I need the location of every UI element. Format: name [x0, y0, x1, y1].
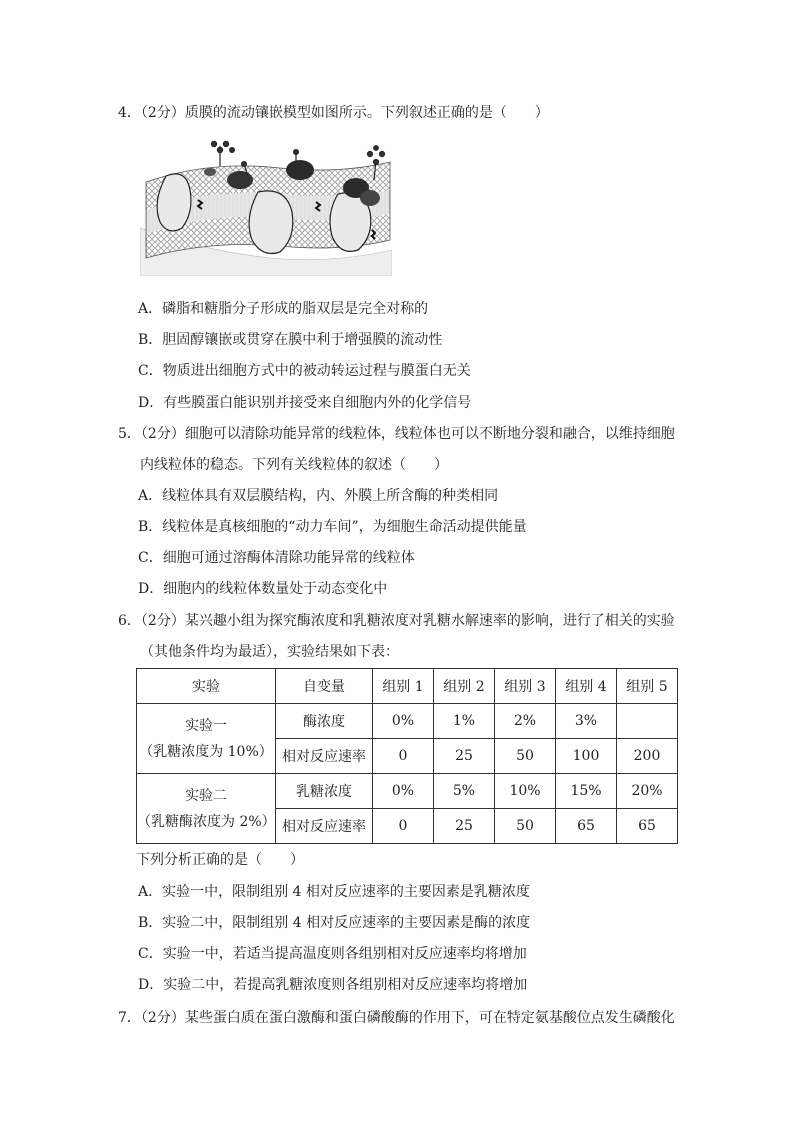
table-cell: 0: [373, 739, 434, 774]
q4-option-a: A．磷脂和糖脂分子形成的脂双层是完全对称的: [138, 301, 429, 317]
table-cell: 15%: [556, 774, 617, 809]
table-header-cell: 自变量: [276, 669, 373, 704]
q7-stem-line1: 7．（2分）某些蛋白质在蛋白激酶和蛋白磷酸酶的作用下，可在特定氨基酸位点发生磷酸化: [118, 1010, 675, 1026]
table-cell: 10%: [495, 774, 556, 809]
q4-option-c: C．物质进出细胞方式中的被动转运过程与膜蛋白无关: [138, 363, 471, 379]
table-header-cell: 组别 4: [556, 669, 617, 704]
membrane-model-figure: [140, 140, 392, 276]
experiment-note: （乳糖浓度为 10%）: [139, 743, 273, 760]
q5-option-a: A．线粒体具有双层膜结构，内、外膜上所含酶的种类相同: [138, 488, 499, 504]
table-cell: 20%: [617, 774, 678, 809]
table-cell: 100: [556, 739, 617, 774]
q6-option-c: C．实验一中，若适当提高温度则各组别相对反应速率均将增加: [138, 946, 527, 962]
table-cell: 3%: [556, 704, 617, 739]
table-cell: 65: [617, 809, 678, 844]
table-cell: 5%: [434, 774, 495, 809]
experiment-label-cell: [137, 704, 276, 774]
table-header-row: [137, 669, 678, 704]
q6-question: 下列分析正确的是（ ）: [136, 852, 304, 868]
experiment-label-cell: [137, 774, 276, 844]
table-cell: 25: [434, 809, 495, 844]
q6-option-b: B．实验二中，限制组别 4 相对反应速率的主要因素是酶的浓度: [138, 915, 531, 931]
table-header-cell: 组别 5: [617, 669, 678, 704]
q6-option-d: D．实验二中，若提高乳糖浓度则各组别相对反应速率均将增加: [138, 977, 528, 993]
table-header-cell: 实验: [137, 669, 276, 704]
q6-stem-line2: （其他条件均为最适），实验结果如下表：: [140, 644, 399, 660]
table-row: [137, 704, 678, 739]
table-row: [137, 774, 678, 809]
q4-option-d: D．有些膜蛋白能识别并接受来自细胞内外的化学信号: [138, 395, 472, 411]
table-cell: 0%: [373, 774, 434, 809]
table-cell: 相对反应速率: [276, 809, 373, 844]
table-cell: 200: [617, 739, 678, 774]
table-header-cell: 组别 3: [495, 669, 556, 704]
q5-option-c: C．细胞可通过溶酶体清除功能异常的线粒体: [138, 550, 415, 566]
q6-option-a: A．实验一中，限制组别 4 相对反应速率的主要因素是乳糖浓度: [138, 884, 530, 900]
experiment-note: （乳糖酶浓度为 2%）: [137, 813, 276, 830]
table-cell: 50: [495, 809, 556, 844]
q4-option-b: B．胆固醇镶嵌或贯穿在膜中利于增强膜的流动性: [138, 332, 443, 348]
table-cell: 1%: [434, 704, 495, 739]
q5-stem-line2: 内线粒体的稳态。下列有关线粒体的叙述（ ）: [140, 457, 448, 473]
table-cell: 65: [556, 809, 617, 844]
table-cell: 0: [373, 809, 434, 844]
table-header-cell: 组别 2: [434, 669, 495, 704]
q5-stem-line1: 5．（2分）细胞可以清除功能异常的线粒体，线粒体也可以不断地分裂和融合，以维持细胞: [118, 426, 675, 442]
experiment-results-table: [136, 668, 678, 844]
table-cell: [617, 704, 678, 739]
q5-option-d: D．细胞内的线粒体数量处于动态变化中: [138, 581, 388, 597]
table-cell: 2%: [495, 704, 556, 739]
table-cell: 乳糖浓度: [276, 774, 373, 809]
q4-stem: 4．（2分）质膜的流动镶嵌模型如图所示。下列叙述正确的是（ ）: [118, 105, 549, 121]
table-cell: 相对反应速率: [276, 739, 373, 774]
table-cell: 25: [434, 739, 495, 774]
table-header-cell: 组别 1: [373, 669, 434, 704]
table-cell: 50: [495, 739, 556, 774]
table-cell: 酶浓度: [276, 704, 373, 739]
experiment-name: 实验一: [185, 717, 227, 734]
q5-option-b: B．线粒体是真核细胞的“动力车间”，为细胞生命活动提供能量: [138, 519, 527, 535]
q6-stem-line1: 6．（2分）某兴趣小组为探究酶浓度和乳糖浓度对乳糖水解速率的影响，进行了相关的实验: [118, 613, 675, 629]
table-cell: 0%: [373, 704, 434, 739]
experiment-name: 实验二: [185, 787, 227, 804]
